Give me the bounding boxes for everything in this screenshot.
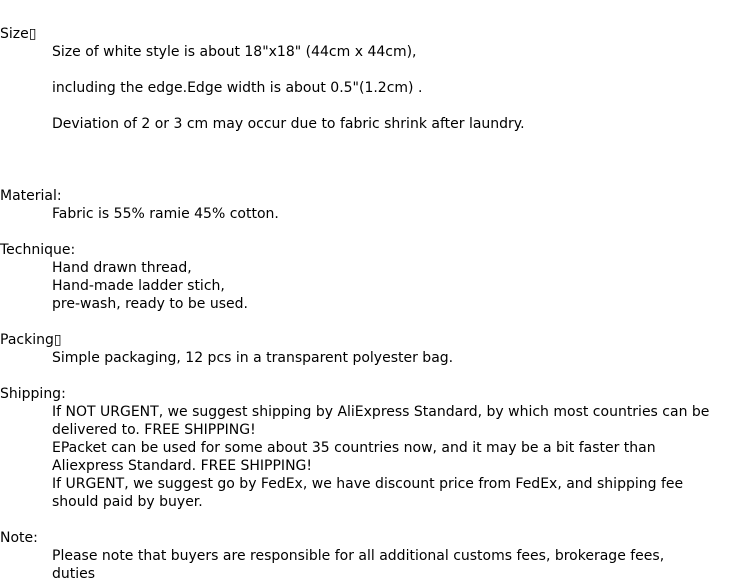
note-line-duties: duties	[52, 566, 96, 582]
packing-heading: Packing▯	[0, 332, 62, 348]
technique-heading: Technique:	[0, 242, 76, 258]
size-heading: Size▯	[0, 26, 37, 42]
technique-line-ladder: Hand-made ladder stich,	[52, 278, 225, 294]
size-line-deviation: Deviation of 2 or 3 cm may occur due to fabric shrink after laundry.	[52, 116, 525, 132]
size-line-edge: including the edge.Edge width is about 0.5"(1.2cm) .	[52, 80, 423, 96]
size-line-dimensions: Size of white style is about 18"x18" (44cm x 44cm),	[52, 44, 417, 60]
shipping-line-epacket: EPacket can be used for some about 35 countries now, and it may be a bit faster than	[52, 440, 656, 456]
note-heading: Note:	[0, 530, 38, 546]
technique-line-thread: Hand drawn thread,	[52, 260, 192, 276]
note-line-customs: Please note that buyers are responsible for all additional customs fees, brokerage fees,	[52, 548, 665, 564]
packing-line-bag: Simple packaging, 12 pcs in a transparent polyester bag.	[52, 350, 454, 366]
material-line-fabric: Fabric is 55% ramie 45% cotton.	[52, 206, 279, 222]
material-heading: Material:	[0, 188, 62, 204]
shipping-line-buyer-pays: should paid by buyer.	[52, 494, 203, 510]
shipping-line-free-1: delivered to. FREE SHIPPING!	[52, 422, 256, 438]
shipping-line-not-urgent: If NOT URGENT, we suggest shipping by AliExpress Standard, by which most countries can be	[52, 404, 710, 420]
shipping-heading: Shipping:	[0, 386, 66, 402]
shipping-line-free-2: Aliexpress Standard. FREE SHIPPING!	[52, 458, 312, 474]
technique-line-prewash: pre-wash, ready to be used.	[52, 296, 248, 312]
shipping-line-urgent: If URGENT, we suggest go by FedEx, we have discount price from FedEx, and shipping fee	[52, 476, 684, 492]
